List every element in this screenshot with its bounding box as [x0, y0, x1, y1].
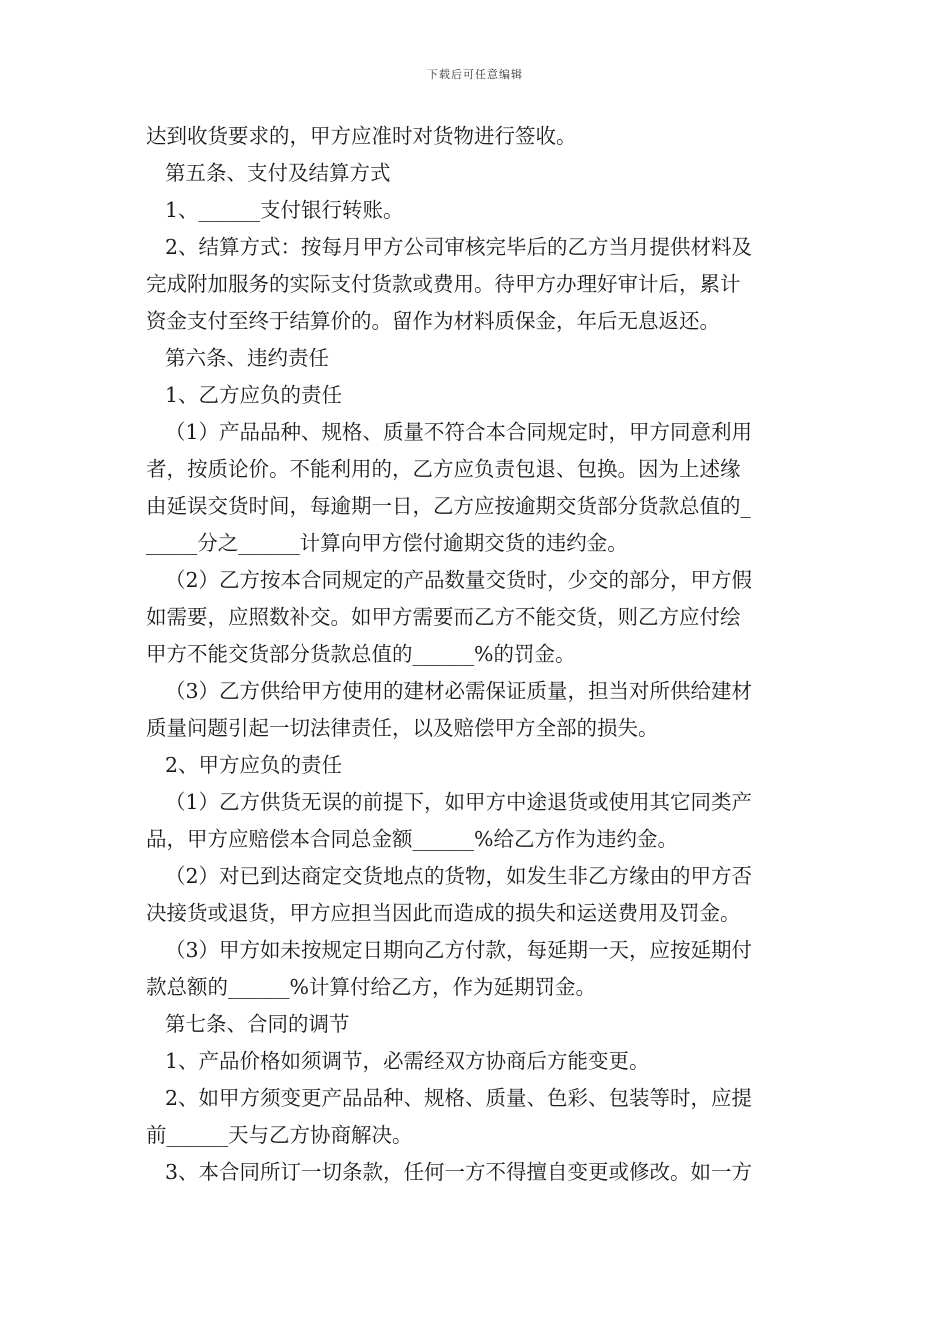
text-line: 1、乙方应负的责任 [165, 383, 343, 407]
text-line: 甲方不能交货部分货款总值的______%的罚金。 [146, 642, 576, 666]
text-line: 2、结算方式：按每月甲方公司审核完毕后的乙方当月提供材料及 [165, 235, 753, 259]
text-line: （3）乙方供给甲方使用的建材必需保证质量，担当对所供给建材 [165, 679, 753, 703]
text-line: 资金支付至终于结算价的。留作为材料质保金，年后无息返还。 [146, 309, 720, 333]
text-line: 前______天与乙方协商解决。 [146, 1123, 413, 1147]
text-line: （2）对已到达商定交货地点的货物，如发生非乙方缘由的甲方否 [165, 864, 753, 888]
page-header: 下载后可任意编辑 [427, 68, 523, 81]
text-line: 质量问题引起一切法律责任，以及赔偿甲方全部的损失。 [146, 716, 659, 740]
text-line: _____分之______计算向甲方偿付逾期交货的违约金。 [146, 531, 628, 555]
text-line: 1、产品价格如须调节，必需经双方协商后方能变更。 [165, 1049, 650, 1073]
text-line: 者，按质论价。不能利用的，乙方应负责包退、包换。因为上述缘 [146, 457, 741, 481]
text-line: （3）甲方如未按规定日期向乙方付款，每延期一天，应按延期付 [165, 938, 753, 962]
text-line: 2、如甲方须变更产品品种、规格、质量、色彩、包装等时，应提 [165, 1086, 753, 1110]
text-line: 款总额的______%计算付给乙方，作为延期罚金。 [146, 975, 596, 999]
text-line: 完成附加服务的实际支付货款或费用。待甲方办理好审计后，累计 [146, 272, 741, 296]
contract-body [146, 118, 806, 1191]
text-line: （2）乙方按本合同规定的产品数量交货时，少交的部分，甲方假 [165, 568, 753, 592]
text-line: （1）产品品种、规格、质量不符合本合同规定时，甲方同意利用 [165, 420, 753, 444]
text-line: 决接货或退货，甲方应担当因此而造成的损失和运送费用及罚金。 [146, 901, 741, 925]
text-line: 第七条、合同的调节 [165, 1012, 350, 1036]
text-line: （1）乙方供货无误的前提下，如甲方中途退货或使用其它同类产 [165, 790, 753, 814]
text-line: 1、______支付银行转账。 [165, 198, 404, 222]
text-line: 达到收货要求的，甲方应准时对货物进行签收。 [146, 124, 577, 148]
text-line: 如需要，应照数补交。如甲方需要而乙方不能交货，则乙方应付绘 [146, 605, 741, 629]
text-line: 品，甲方应赔偿本合同总金额______%给乙方作为违约金。 [146, 827, 678, 851]
text-line: 第五条、支付及结算方式 [165, 161, 391, 185]
text-line: 由延误交货时间，每逾期一日，乙方应按逾期交货部分货款总值的_ [146, 494, 751, 518]
text-line: 3、本合同所订一切条款，任何一方不得擅自变更或修改。如一方 [165, 1160, 753, 1184]
text-line: 第六条、违约责任 [165, 346, 329, 370]
text-line: 2、甲方应负的责任 [165, 753, 343, 777]
